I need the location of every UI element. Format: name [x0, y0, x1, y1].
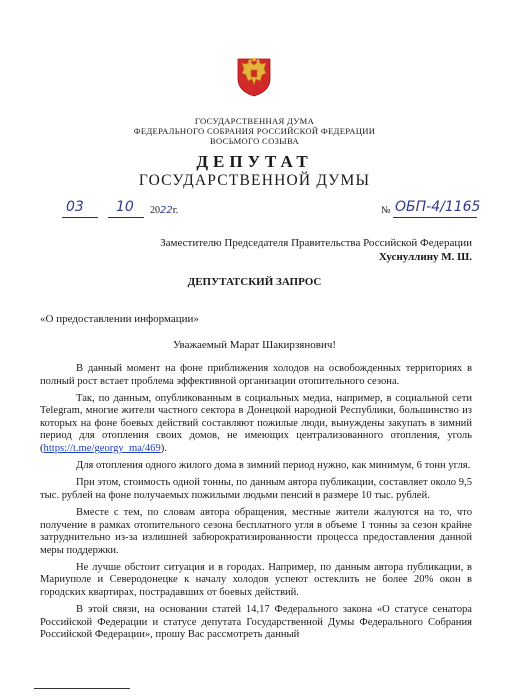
- date-year-suffix: 22: [160, 205, 173, 216]
- paragraph-6: Не лучше обстоит ситуация и в городах. Например, по данным автора публикации, в Мариуполе и Северодонецке к началу холодов успеют остеклить не более 20% окон в городских квартирах, пострадавших от боевых действий.: [40, 561, 472, 598]
- paragraph-2-end: ).: [160, 443, 167, 455]
- date-year-mark: г.: [172, 205, 179, 216]
- header-subtitle: ГОСУДАРСТВЕННОЙ ДУМЫ: [138, 172, 371, 189]
- header-title: ДЕПУТАТ: [196, 152, 313, 171]
- date-year: [150, 205, 178, 216]
- body-text: [40, 363, 472, 646]
- footnote-rule: [34, 688, 130, 689]
- telegram-link[interactable]: https://t.me/georgy_ma/469: [43, 443, 161, 455]
- date-day: 03: [66, 199, 84, 215]
- paragraph-1: В данный момент на фоне приближения холодов на освобожденных территориях в полный рост встает проблема эффективной организации отопительного сезона.: [40, 363, 472, 387]
- paragraph-4: При этом, стоимость одной тонны, по данным автора публикации, составляет около 9,5 тыс. рублей на фоне получаемых пожилыми людьми пенсий в размере 10 тыс. рублей.: [40, 477, 472, 501]
- paragraph-3: Для отопления одного жилого дома в зимний период нужно, как минимум, 6 тонн угля.: [76, 460, 471, 472]
- paragraph-2-text: Так, по данным, опубликованным в социальных медиа, например, в социальной сети Telegram, многие жители частного сектора в Донецкой народной Республики, большинство из которых на фоне боевых действий составляют пожилые люди, вынуждены закупать в зимний период для отопления своих домов, не имеющих централизованного отопления, уголь (: [40, 392, 472, 455]
- date-year-prefix: 20: [150, 205, 160, 216]
- org-line-1: ГОСУДАРСТВЕННАЯ ДУМА: [194, 116, 315, 126]
- org-line-2: ФЕДЕРАЛЬНОГО СОБРАНИЯ РОССИЙСКОЙ ФЕДЕРАЦИИ: [133, 126, 376, 136]
- document-subject: «О предоставлении информации»: [40, 313, 199, 325]
- addressee-name: Хуснуллину М. Ш.: [378, 251, 472, 263]
- paragraph-7: В этой связи, на основании статей 14,17 Федерального закона «О статусе сенатора Российской Федерации и статусе депутата Государственной Думы Федерального Собрания Российской Федерации», прошу Вас рассмотреть данный: [40, 604, 472, 641]
- registration-number: [381, 199, 481, 216]
- coat-of-arms-icon: [236, 55, 272, 97]
- paragraph-2: [40, 393, 472, 456]
- document-title: ДЕПУТАТСКИЙ ЗАПРОС: [187, 276, 322, 288]
- greeting: Уважаемый Марат Шакирзянович!: [172, 339, 337, 351]
- number-sign: №: [381, 205, 391, 216]
- paragraph-5: Вместе с тем, по словам автора обращения, местные жители жалуются на то, что получение в рамках отопительного сезона бесплатного угля в объеме 1 тонны за сезон крайне затруднительно из-за излишней забюрократизированности процесса предоставления данной меры поддержки.: [40, 506, 472, 556]
- date-month-underline: [108, 217, 144, 218]
- date-day-underline: [62, 217, 98, 218]
- org-line-3: ВОСЬМОГО СОЗЫВА: [210, 136, 299, 146]
- number-underline: [393, 217, 477, 218]
- date-month: 10: [116, 199, 134, 215]
- number-value: ОБП-4/1165: [395, 199, 481, 215]
- addressee-position: Заместителю Председателя Правительства Российской Федерации: [160, 237, 472, 249]
